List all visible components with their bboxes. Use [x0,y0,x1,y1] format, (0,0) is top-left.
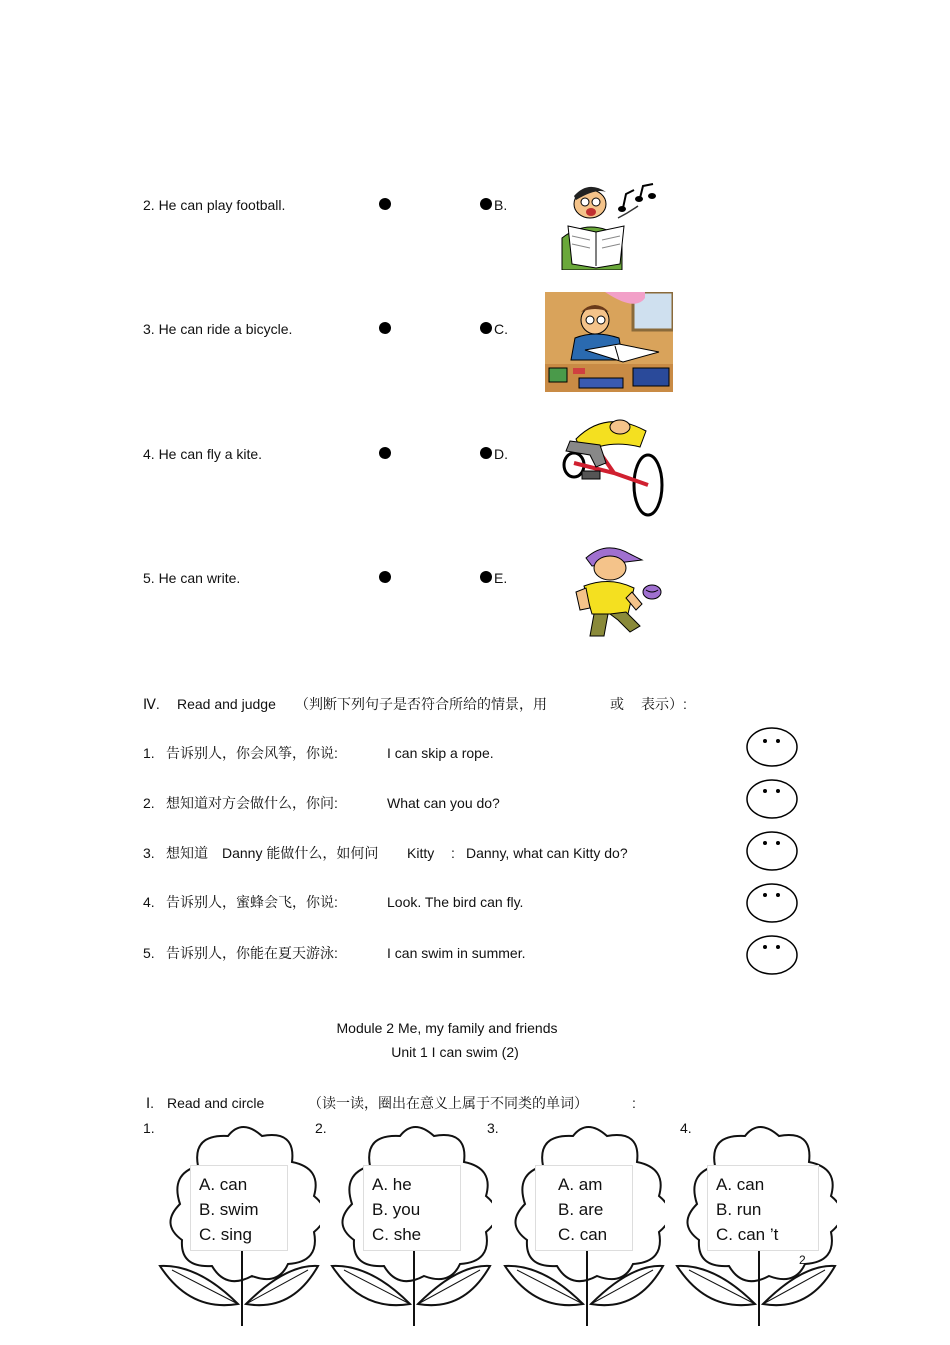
unit-title: Unit 1 I can swim (2) [391,1044,519,1060]
flower-number: 4. [680,1120,692,1136]
match-dot-left[interactable] [379,322,391,334]
singing-man-picture [548,178,670,270]
circle-heading-number: Ⅰ. [146,1095,155,1111]
flower-option-b[interactable]: B. you [372,1200,421,1219]
flower-option-c[interactable]: C. can ’t [716,1225,779,1244]
flower-option-b[interactable]: B. swim [199,1200,259,1219]
matching-option-label: E. [494,570,508,586]
judge-item-situation-name: Kitty [407,845,435,861]
circle-heading-instruction: （读一读，圈出在意义上属于不同类的单词） [308,1095,588,1111]
circle-heading-title: Read and circle [167,1095,265,1111]
judge-item-number: 1. [143,745,155,761]
face-answer-icon[interactable] [746,727,798,767]
judge-heading-end: 表示）: [641,696,687,712]
flower-option-c[interactable]: C. she [372,1225,422,1244]
flower-number: 1. [143,1120,155,1136]
face-answer-icon[interactable] [746,831,798,871]
face-answer-icon[interactable] [746,779,798,819]
judge-heading-number: Ⅳ. [143,696,160,712]
flower-option-a[interactable]: A. he [372,1175,412,1194]
flower-option-b[interactable]: B. run [716,1200,762,1219]
judge-item-situation: 告诉别人，你能在夏天游泳: [166,945,338,961]
judge-item-number: 3. [143,845,155,861]
matching-sentence: 3. He can ride a bicycle. [143,321,293,337]
judge-item-colon: : [451,845,455,861]
match-dot-right[interactable] [480,571,492,583]
matching-option-label: D. [494,446,508,462]
face-answer-icon[interactable] [746,883,798,923]
match-dot-right[interactable] [480,198,492,210]
judge-heading-title: Read and judge [177,696,276,712]
judge-item-sentence: I can swim in summer. [387,945,526,961]
matching-option-label: B. [494,197,508,213]
matching-sentence: 4. He can fly a kite. [143,446,263,462]
judge-item-sentence: What can you do? [387,795,500,811]
flower-option-a[interactable]: A. am [558,1175,603,1194]
judge-item-situation: 告诉别人，蜜蜂会飞，你说: [166,894,338,910]
face-answer-icon[interactable] [746,935,798,975]
match-dot-right[interactable] [480,322,492,334]
page-number: 2 [799,1253,806,1267]
flower-option-c[interactable]: C. can [558,1225,608,1244]
matching-sentence: 5. He can write. [143,570,241,586]
judge-item-sentence: Look. The bird can fly. [387,894,524,910]
match-dot-right[interactable] [480,447,492,459]
flower-option-c[interactable]: C. sing [199,1225,252,1244]
judge-item-sentence: I can skip a rope. [387,745,494,761]
judge-item-number: 2. [143,795,155,811]
flower-option-a[interactable]: A. can [716,1175,765,1194]
match-dot-left[interactable] [379,198,391,210]
match-dot-left[interactable] [379,571,391,583]
matching-option-label: C. [494,321,508,337]
judge-item-number: 4. [143,894,155,910]
judge-item-sentence: Danny, what can Kitty do? [466,845,628,861]
flower-number: 2. [315,1120,327,1136]
flower-option-b[interactable]: B. are [558,1200,604,1219]
judge-item-situation: 想知道 [166,845,208,861]
boy-cycling-picture [556,413,668,517]
match-dot-left[interactable] [379,447,391,459]
module-title: Module 2 Me, my family and friends [336,1020,558,1036]
judge-heading-or: 或 [610,696,624,712]
boy-writing-picture [545,292,673,392]
judge-heading-instruction: （判断下列句子是否符合所给的情景，用 [295,696,547,712]
flower-number: 3. [487,1120,499,1136]
boy-kicking-ball-picture [566,540,668,640]
matching-sentence: 2. He can play football. [143,197,286,213]
judge-item-number: 5. [143,945,155,961]
judge-item-situation: 告诉别人，你会风筝，你说: [166,745,338,761]
flower-option-a[interactable]: A. can [199,1175,248,1194]
judge-item-situation: 想知道对方会做什么，你问: [166,795,338,811]
circle-heading-colon: : [632,1095,636,1111]
judge-item-situation-middle: Danny 能做什么，如何问 [222,845,379,861]
